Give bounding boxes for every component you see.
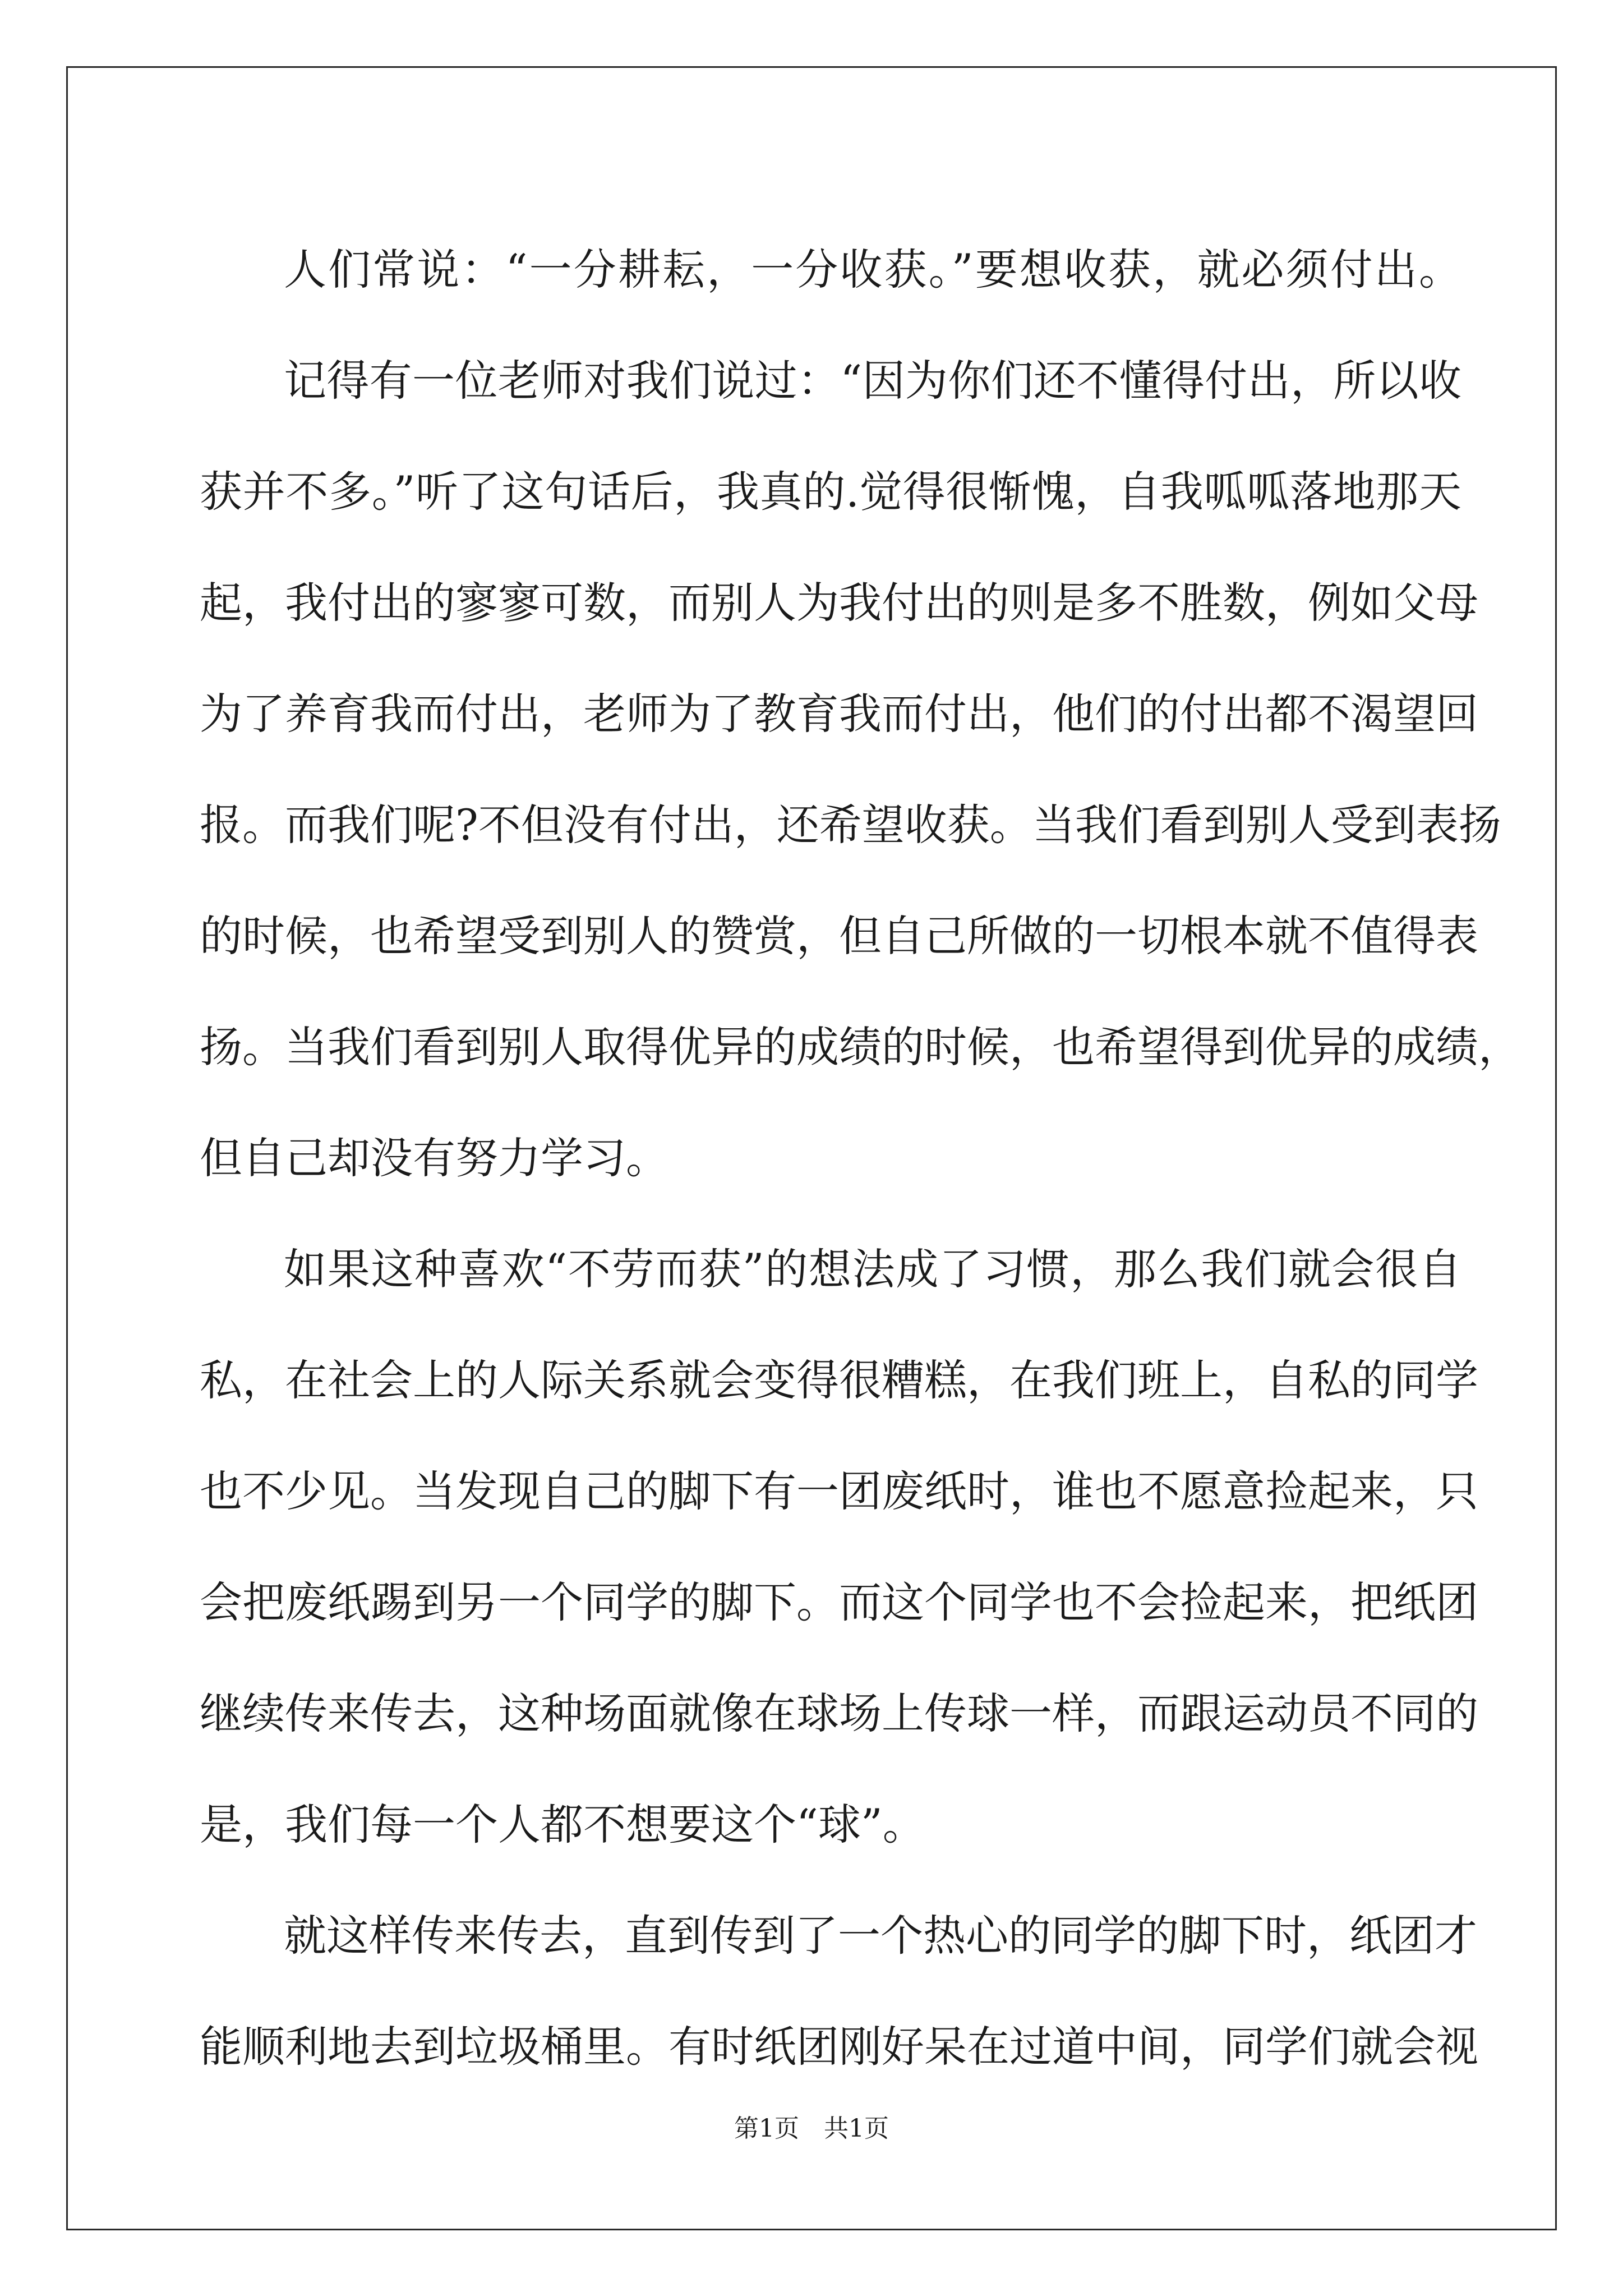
text-line: 能顺利地去到垃圾桶里。有时纸团刚好呆在过道中间，同学们就会视 [200, 2022, 1478, 2072]
text-line: 如果这种喜欢“不劳而获”的想法成了习惯，那么我们就会很自 [284, 1244, 1461, 1294]
text-line: 记得有一位老师对我们说过：“因为你们还不懂得付出，所以收 [284, 356, 1461, 406]
document-body [200, 214, 1521, 2102]
text-line: 的时候，也希望受到别人的赞赏，但自己所做的一切根本就不值得表 [200, 911, 1478, 961]
page-number: 第1页 [734, 2114, 799, 2143]
text-line: 报。而我们呢?不但没有付出，还希望收获。当我们看到别人受到表扬 [200, 800, 1501, 850]
text-line: 私，在社会上的人际关系就会变得很糟糕，在我们班上，自私的同学 [200, 1355, 1478, 1405]
text-line: 扬。当我们看到别人取得优异的成绩的时候，也希望得到优异的成绩， [200, 1022, 1521, 1072]
text-line: 为了养育我而付出，老师为了教育我而付出，他们的付出都不渴望回 [200, 689, 1478, 739]
text-line: 是，我们每一个人都不想要这个“球”。 [200, 1800, 925, 1849]
text-line: 也不少见。当发现自己的脚下有一团废纸时，谁也不愿意捡起来，只 [200, 1466, 1478, 1516]
text-line: 起，我付出的寥寥可数，而别人为我付出的则是多不胜数，例如父母 [200, 578, 1478, 628]
text-line: 获并不多。”听了这句话后，我真的.觉得很惭愧，自我呱呱落地那天 [200, 467, 1461, 517]
text-line: 会把废纸踢到另一个同学的脚下。而这个同学也不会捡起来，把纸团 [200, 1577, 1478, 1627]
text-line: 但自己却没有努力学习。 [200, 1133, 668, 1183]
page-total: 共1页 [824, 2114, 889, 2143]
text-line: 人们常说：“一分耕耘，一分收获。”要想收获，就必须付出。 [284, 245, 1461, 295]
text-line: 继续传来传去，这种场面就像在球场上传球一样，而跟运动员不同的 [200, 1688, 1478, 1738]
page-footer [0, 2112, 1623, 2146]
text-line: 就这样传来传去，直到传到了一个热心的同学的脚下时，纸团才 [284, 1911, 1477, 1961]
